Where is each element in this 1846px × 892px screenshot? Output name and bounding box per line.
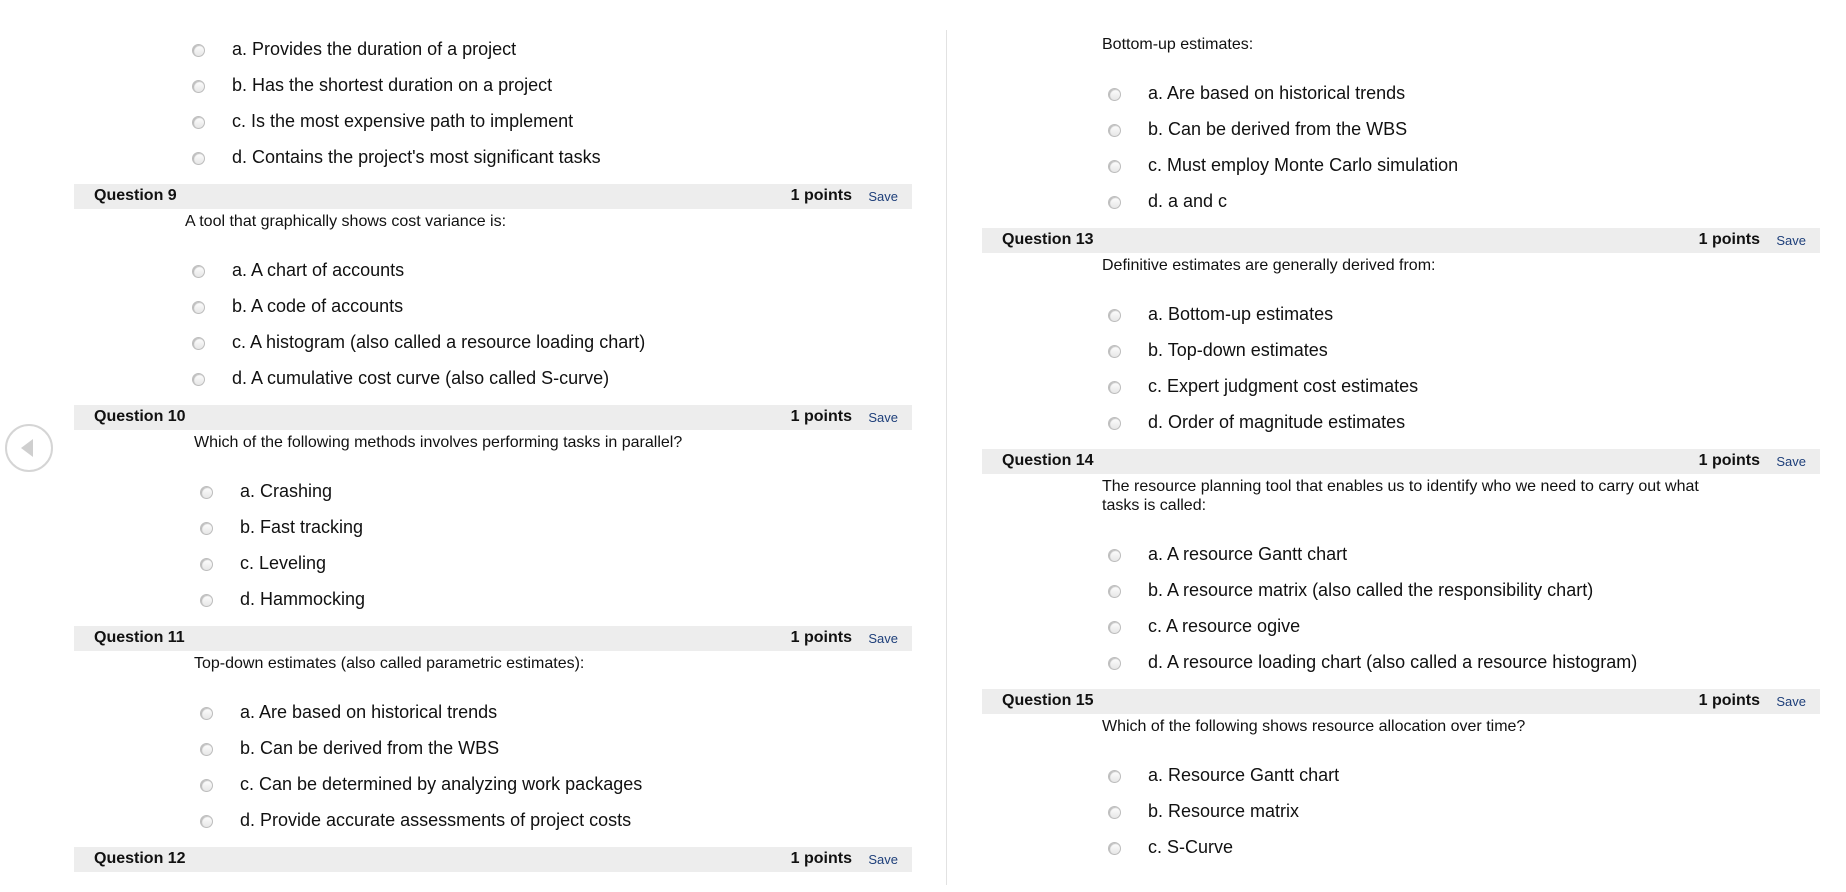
- question-points: 1 points: [790, 408, 852, 425]
- question-15-header: [982, 689, 1820, 714]
- radio-button[interactable]: [1108, 842, 1121, 855]
- radio-button[interactable]: [1108, 657, 1121, 670]
- chevron-left-icon: [21, 439, 33, 457]
- save-button[interactable]: Save: [868, 410, 898, 425]
- radio-button[interactable]: [200, 707, 213, 720]
- question-title: Question 13: [1002, 231, 1094, 248]
- radio-button[interactable]: [200, 743, 213, 756]
- radio-button[interactable]: [1108, 549, 1121, 562]
- option-label: d. A cumulative cost curve (also called S-curve): [232, 368, 610, 388]
- radio-button[interactable]: [1108, 196, 1121, 209]
- radio-button[interactable]: [200, 815, 213, 828]
- radio-button[interactable]: [192, 116, 205, 129]
- radio-button[interactable]: [192, 80, 205, 93]
- option-label: b. Can be derived from the WBS: [1148, 119, 1408, 139]
- option-label: c. A histogram (also called a resource loading chart): [232, 332, 646, 352]
- option-label: c. Can be determined by analyzing work packages: [240, 774, 643, 794]
- radio-button[interactable]: [1108, 345, 1121, 358]
- radio-button[interactable]: [192, 337, 205, 350]
- option-label: c. Is the most expensive path to implement: [232, 111, 574, 131]
- option-label: b. Fast tracking: [240, 517, 364, 537]
- question-9-prompt: A tool that graphically shows cost variance is:: [185, 213, 507, 230]
- radio-button[interactable]: [1108, 770, 1121, 783]
- option-label: b. Resource matrix: [1148, 801, 1300, 821]
- save-button[interactable]: Save: [868, 189, 898, 204]
- option-label: c. Expert judgment cost estimates: [1148, 376, 1419, 396]
- question-12-header: [74, 847, 912, 872]
- option-label: d. Contains the project's most significant tasks: [232, 147, 601, 167]
- radio-button[interactable]: [192, 301, 205, 314]
- question-points: 1 points: [1698, 452, 1760, 469]
- option-label: a. Are based on historical trends: [1148, 83, 1406, 103]
- option-label: a. Are based on historical trends: [240, 702, 498, 722]
- question-title: Question 10: [94, 408, 186, 425]
- option-label: a. A resource Gantt chart: [1148, 544, 1348, 564]
- question-points: 1 points: [790, 850, 852, 867]
- option-label: c. A resource ogive: [1148, 616, 1301, 636]
- save-button[interactable]: Save: [1776, 233, 1806, 248]
- radio-button[interactable]: [192, 265, 205, 278]
- option-label: d. Hammocking: [240, 589, 366, 609]
- question-title: Question 12: [94, 850, 186, 867]
- option-label: d. a and c: [1148, 191, 1228, 211]
- save-button[interactable]: Save: [868, 852, 898, 867]
- question-11-header: [74, 626, 912, 651]
- question-12-prompt: Bottom-up estimates:: [1102, 36, 1254, 53]
- option-label: b. A code of accounts: [232, 296, 404, 316]
- radio-button[interactable]: [1108, 160, 1121, 173]
- radio-button[interactable]: [200, 558, 213, 571]
- radio-button[interactable]: [200, 522, 213, 535]
- radio-button[interactable]: [1108, 88, 1121, 101]
- option-label: b. Top-down estimates: [1148, 340, 1328, 360]
- question-14-prompt-line-2: tasks is called:: [1102, 497, 1207, 514]
- column-divider: [946, 30, 947, 885]
- radio-button[interactable]: [192, 44, 205, 57]
- question-11-prompt: Top-down estimates (also called parametric estimates):: [194, 655, 585, 672]
- question-15-prompt: Which of the following shows resource allocation over time?: [1102, 718, 1526, 735]
- question-10-prompt: Which of the following methods involves performing tasks in parallel?: [194, 434, 683, 451]
- radio-button[interactable]: [1108, 417, 1121, 430]
- previous-page-button[interactable]: [5, 424, 53, 472]
- radio-button[interactable]: [1108, 585, 1121, 598]
- radio-button[interactable]: [200, 779, 213, 792]
- option-label: a. Provides the duration of a project: [232, 39, 517, 59]
- question-14-prompt-line-1: The resource planning tool that enables us to identify who we need to carry out what: [1102, 478, 1699, 495]
- save-button[interactable]: Save: [1776, 694, 1806, 709]
- question-title: Question 14: [1002, 452, 1094, 469]
- question-points: 1 points: [790, 187, 852, 204]
- option-label: b. A resource matrix (also called the responsibility chart): [1148, 580, 1594, 600]
- option-label: c. Must employ Monte Carlo simulation: [1148, 155, 1459, 175]
- option-label: d. A resource loading chart (also called a resource histogram): [1148, 652, 1638, 672]
- radio-button[interactable]: [192, 152, 205, 165]
- question-title: Question 9: [94, 187, 177, 204]
- save-button[interactable]: Save: [1776, 454, 1806, 469]
- radio-button[interactable]: [1108, 309, 1121, 322]
- option-label: c. Leveling: [240, 553, 327, 573]
- option-label: d. Provide accurate assessments of project costs: [240, 810, 632, 830]
- radio-button[interactable]: [1108, 621, 1121, 634]
- radio-button[interactable]: [200, 594, 213, 607]
- question-10-header: [74, 405, 912, 430]
- question-13-prompt: Definitive estimates are generally derived from:: [1102, 257, 1436, 274]
- radio-button[interactable]: [192, 373, 205, 386]
- question-title: Question 15: [1002, 692, 1094, 709]
- option-label: b. Can be derived from the WBS: [240, 738, 500, 758]
- radio-button[interactable]: [200, 486, 213, 499]
- option-label: b. Has the shortest duration on a project: [232, 75, 553, 95]
- question-13-header: [982, 228, 1820, 253]
- question-points: 1 points: [1698, 692, 1760, 709]
- option-label: d. Order of magnitude estimates: [1148, 412, 1406, 432]
- radio-button[interactable]: [1108, 124, 1121, 137]
- option-label: a. Bottom-up estimates: [1148, 304, 1334, 324]
- question-title: Question 11: [94, 629, 185, 646]
- save-button[interactable]: Save: [868, 631, 898, 646]
- option-label: c. S-Curve: [1148, 837, 1234, 857]
- radio-button[interactable]: [1108, 806, 1121, 819]
- question-14-header: [982, 449, 1820, 474]
- question-9-header: [74, 184, 912, 209]
- option-label: a. Resource Gantt chart: [1148, 765, 1340, 785]
- question-points: 1 points: [1698, 231, 1760, 248]
- option-label: a. A chart of accounts: [232, 260, 405, 280]
- radio-button[interactable]: [1108, 381, 1121, 394]
- option-label: a. Crashing: [240, 481, 333, 501]
- question-points: 1 points: [790, 629, 852, 646]
